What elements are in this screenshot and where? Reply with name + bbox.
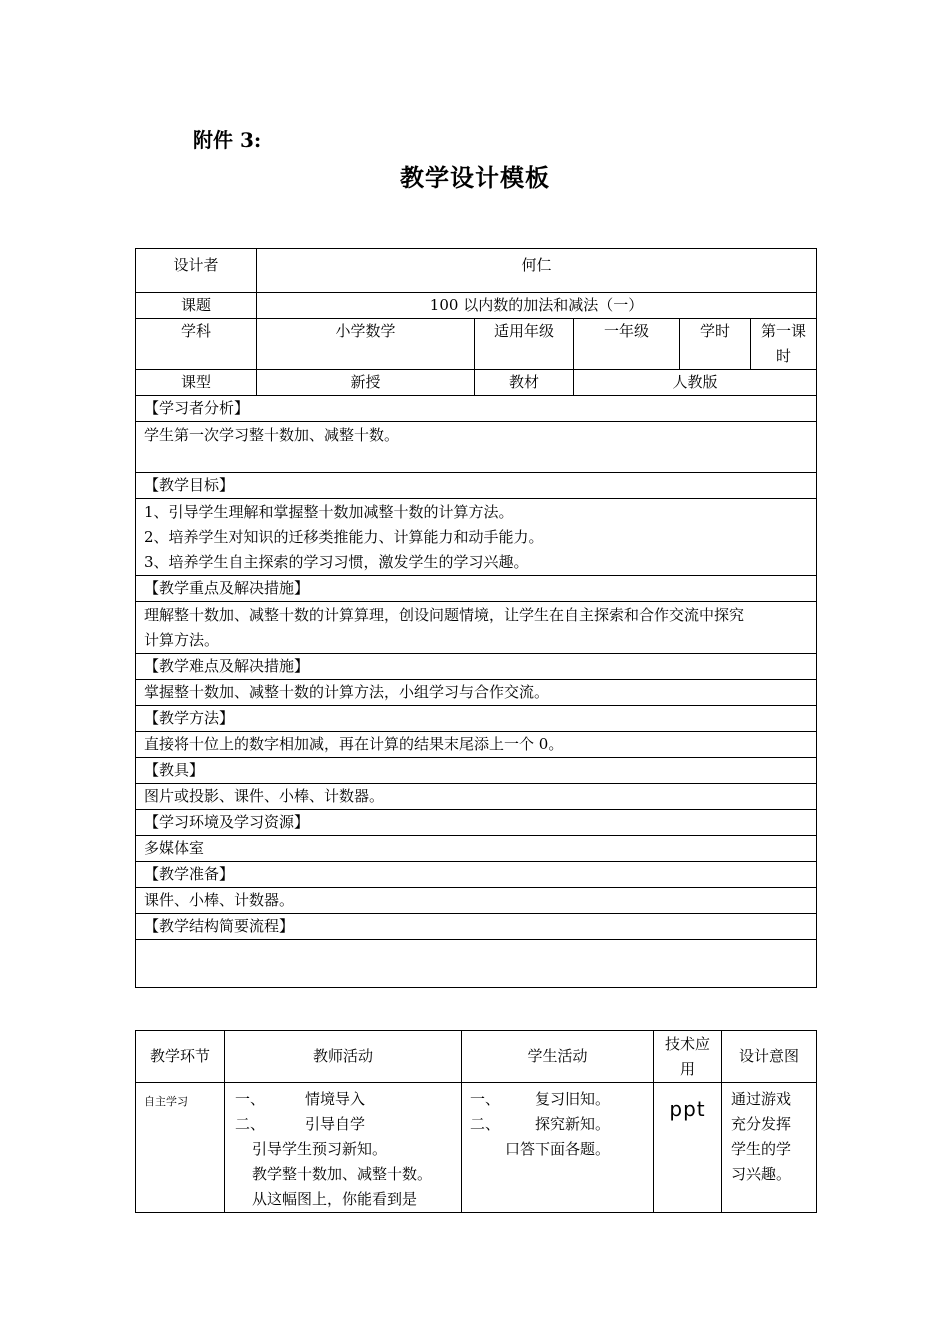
- student-step-number: 一、: [470, 1090, 501, 1108]
- attachment-label: 附件 3:: [193, 128, 262, 152]
- student-step-text: 探究新知。: [535, 1115, 611, 1133]
- header-technology-line1: 技术应: [664, 1034, 710, 1053]
- structure-title: 【教学结构简要流程】: [136, 914, 817, 940]
- key-points-title: 【教学重点及解决措施】: [136, 576, 817, 602]
- header-technology-line2: 用: [679, 1059, 695, 1078]
- teacher-activity-cell: [225, 1083, 462, 1213]
- teacher-step-text: 引导自学: [305, 1115, 366, 1133]
- teacher-detail: 引导学生预习新知。: [252, 1140, 388, 1158]
- teacher-step: [225, 1087, 461, 1112]
- grade-label: 适用年级: [475, 319, 574, 370]
- difficulty-text: 掌握整十数加、减整十数的计算方法，小组学习与合作交流。: [136, 680, 817, 706]
- preparation-title: 【教学准备】: [136, 862, 817, 888]
- header-design-intent: 设计意图: [722, 1031, 817, 1083]
- environment-text: 多媒体室: [136, 836, 817, 862]
- textbook-label: 教材: [475, 370, 574, 396]
- difficulty-title: 【教学难点及解决措施】: [136, 654, 817, 680]
- key-points-line: 计算方法。: [144, 631, 220, 649]
- period-value-line2: 时: [775, 347, 791, 365]
- student-step-number: 二、: [470, 1115, 501, 1133]
- method-text: 直接将十位上的数字相加减，再在计算的结果末尾添上一个 0。: [136, 732, 817, 758]
- designer-label: 设计者: [136, 249, 257, 293]
- period-value: [751, 319, 817, 370]
- student-activity-cell: [462, 1083, 654, 1213]
- goal-item: 3、培养学生自主探索的学习习惯，激发学生的学习兴趣。: [144, 553, 529, 571]
- teacher-detail: 教学整十数加、减整十数。: [252, 1165, 433, 1183]
- period-value-line1: 第一课: [760, 322, 806, 340]
- teacher-step: [225, 1112, 461, 1137]
- topic-value: 100 以内数的加法和减法（一）: [257, 293, 817, 319]
- teaching-goals-list: [136, 499, 817, 576]
- design-intent-cell: [722, 1083, 817, 1213]
- preparation-text: 课件、小棒、计数器。: [136, 888, 817, 914]
- period-label: 学时: [680, 319, 751, 370]
- teacher-step-number: 一、: [235, 1090, 266, 1108]
- type-label: 课型: [136, 370, 257, 396]
- technology-value: ppt: [654, 1083, 722, 1213]
- design-intent-line: 学生的学: [731, 1140, 792, 1158]
- goal-item: 2、培养学生对知识的迁移类推能力、计算能力和动手能力。: [144, 528, 544, 546]
- textbook-value: 人教版: [574, 370, 817, 396]
- teaching-goals-title: 【教学目标】: [136, 473, 817, 499]
- student-step: [462, 1087, 653, 1112]
- topic-label: 课题: [136, 293, 257, 319]
- student-step: [462, 1112, 653, 1137]
- teacher-step-number: 二、: [235, 1115, 266, 1133]
- document-title: 教学设计模板: [400, 163, 550, 192]
- learner-analysis-title: 【学习者分析】: [136, 396, 817, 422]
- goal-item: 1、引导学生理解和掌握整十数加减整十数的计算方法。: [144, 503, 514, 521]
- design-intent-line: 充分发挥: [731, 1115, 792, 1133]
- stage-value: 自主学习: [136, 1083, 225, 1213]
- grade-value: 一年级: [574, 319, 680, 370]
- tools-text: 图片或投影、课件、小棒、计数器。: [136, 784, 817, 810]
- key-points-text: [136, 602, 817, 654]
- design-intent-line: 习兴趣。: [731, 1165, 792, 1183]
- learner-analysis-text: 学生第一次学习整十数加、减整十数。: [136, 422, 817, 473]
- structure-body: [136, 940, 817, 988]
- header-student-activity: 学生活动: [462, 1031, 654, 1083]
- method-title: 【教学方法】: [136, 706, 817, 732]
- teacher-detail: 从这幅图上，你能看到是: [252, 1190, 418, 1208]
- header-technology: [654, 1031, 722, 1083]
- type-value: 新授: [257, 370, 475, 396]
- header-teacher-activity: 教师活动: [225, 1031, 462, 1083]
- environment-title: 【学习环境及学习资源】: [136, 810, 817, 836]
- lesson-info-table: [135, 248, 817, 988]
- header-stage: 教学环节: [136, 1031, 225, 1083]
- teaching-process-table: [135, 1030, 817, 1213]
- tools-title: 【教具】: [136, 758, 817, 784]
- student-detail: 口答下面各题。: [505, 1140, 611, 1158]
- student-step-text: 复习旧知。: [535, 1090, 611, 1108]
- designer-value: 何仁: [257, 249, 817, 293]
- subject-value: 小学数学: [257, 319, 475, 370]
- teacher-step-text: 情境导入: [305, 1090, 366, 1108]
- design-intent-line: 通过游戏: [731, 1090, 792, 1108]
- subject-label: 学科: [136, 319, 257, 370]
- key-points-line: 理解整十数加、减整十数的计算算理，创设问题情境，让学生在自主探索和合作交流中探究: [144, 606, 745, 624]
